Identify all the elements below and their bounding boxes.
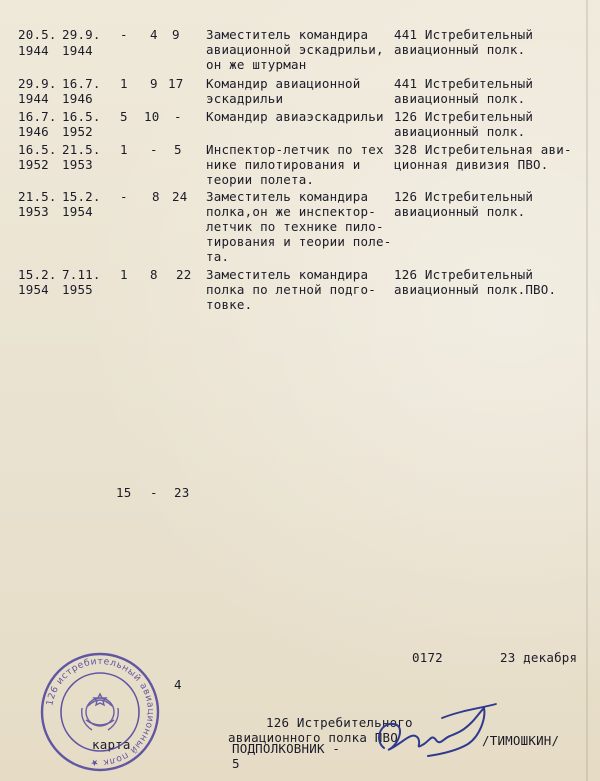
years-count: 5	[120, 109, 128, 124]
unit-line: 126 Истребительный	[394, 267, 534, 282]
position-line: товке.	[206, 297, 253, 312]
date-to-year: 1952	[62, 124, 93, 139]
position-line: Заместитель командира	[206, 189, 369, 204]
date-to: 7.11.	[62, 267, 101, 282]
total-years: 15	[116, 485, 132, 500]
signer-unit-line: авиационного полка ПВО	[228, 730, 398, 745]
sheet-number: 4	[174, 677, 182, 692]
unit-line: авиационный полк.	[394, 204, 526, 219]
position-line: та.	[206, 249, 230, 264]
months-count: 9	[150, 76, 158, 91]
unit-line: 441 Истребительный	[394, 76, 534, 91]
signer-unit-line: 126 Истребительного	[266, 715, 413, 730]
years-count: 1	[120, 142, 128, 157]
date-to: 15.2.	[62, 189, 101, 204]
unit-line: 328 Истребительная ави-	[394, 142, 572, 157]
total-dash: -	[150, 485, 158, 500]
days-count: 9	[172, 27, 180, 42]
unit-line: 126 Истребительный	[394, 109, 534, 124]
days-count: 24	[172, 189, 188, 204]
years-count: 1	[120, 267, 128, 282]
position-line: теории полета.	[206, 172, 315, 187]
date-from-year: 1946	[18, 124, 49, 139]
position-line: полка,он же инспектор-	[206, 204, 376, 219]
position-line: авиационной эскадрильи,	[206, 42, 384, 57]
days-count: 5	[174, 142, 182, 157]
unit-line: авиационный полк.	[394, 91, 526, 106]
unit-line: авиационный полк.ПВО.	[394, 282, 557, 297]
date-to-year: 1946	[62, 91, 93, 106]
document-date: 23 декабря	[500, 650, 578, 665]
days-count: -	[174, 109, 182, 124]
date-from-year: 1953	[18, 204, 49, 219]
unit-line: авиационный полк.	[394, 124, 526, 139]
svg-text:126 истребительный авиационный: 126 истребительный авиационный полк ★	[44, 655, 157, 769]
position-line: эскадрильи	[206, 91, 284, 106]
date-to: 29.9.	[62, 27, 101, 42]
date-to: 16.7.	[62, 76, 101, 91]
document-number: 0172	[412, 650, 443, 665]
round-stamp	[38, 650, 162, 774]
months-count: 8	[152, 189, 160, 204]
unit-line: ционная дивизия ПВО.	[394, 157, 549, 172]
days-count: 22	[176, 267, 192, 282]
months-count: -	[150, 142, 158, 157]
date-to: 21.5.	[62, 142, 101, 157]
months-count: 10	[144, 109, 160, 124]
position-line: нике пилотирования и	[206, 157, 361, 172]
date-to-year: 1955	[62, 282, 93, 297]
handwritten-signature	[372, 700, 502, 770]
date-from: 29.9.	[18, 76, 57, 91]
position-line: Командир авиаэскадрильи	[206, 109, 384, 124]
date-to-year: 1954	[62, 204, 93, 219]
date-to: 16.5.	[62, 109, 101, 124]
page-number: 5	[232, 756, 240, 771]
position-line: летчик по технике пило-	[206, 219, 384, 234]
date-to-year: 1944	[62, 43, 93, 58]
date-from: 20.5.	[18, 27, 57, 42]
date-from: 21.5.	[18, 189, 57, 204]
date-from-year: 1954	[18, 282, 49, 297]
days-count: 17	[168, 76, 184, 91]
position-line: Заместитель командира	[206, 267, 369, 282]
state-emblem-icon	[82, 694, 119, 730]
unit-line: 126 Истребительный	[394, 189, 534, 204]
position-line: Инспектор-летчик по тех	[206, 142, 384, 157]
position-line: Командир авиационной	[206, 76, 361, 91]
date-from-year: 1944	[18, 43, 49, 58]
date-from: 15.2.	[18, 267, 57, 282]
total-months: 23	[174, 485, 190, 500]
years-count: -	[120, 27, 128, 42]
months-count: 4	[150, 27, 158, 42]
signer-rank: ПОДПОЛКОВНИК -	[232, 741, 341, 756]
unit-line: 441 Истребительный	[394, 27, 534, 42]
date-to-year: 1953	[62, 157, 93, 172]
position-line: тирования и теории поле-	[206, 234, 392, 249]
date-from: 16.5.	[18, 142, 57, 157]
position-line: Заместитель командира	[206, 27, 369, 42]
signer-name: /ТИМОШКИН/	[482, 733, 560, 748]
position-line: он же штурман	[206, 57, 307, 72]
card-word: карта	[92, 737, 131, 752]
position-line: полка по летной подго-	[206, 282, 376, 297]
date-from-year: 1952	[18, 157, 49, 172]
years-count: 1	[120, 76, 128, 91]
months-count: 8	[150, 267, 158, 282]
unit-line: авиационный полк.	[394, 42, 526, 57]
paper-fold-mark	[586, 0, 588, 781]
years-count: -	[120, 189, 128, 204]
date-from: 16.7.	[18, 109, 57, 124]
date-from-year: 1944	[18, 91, 49, 106]
